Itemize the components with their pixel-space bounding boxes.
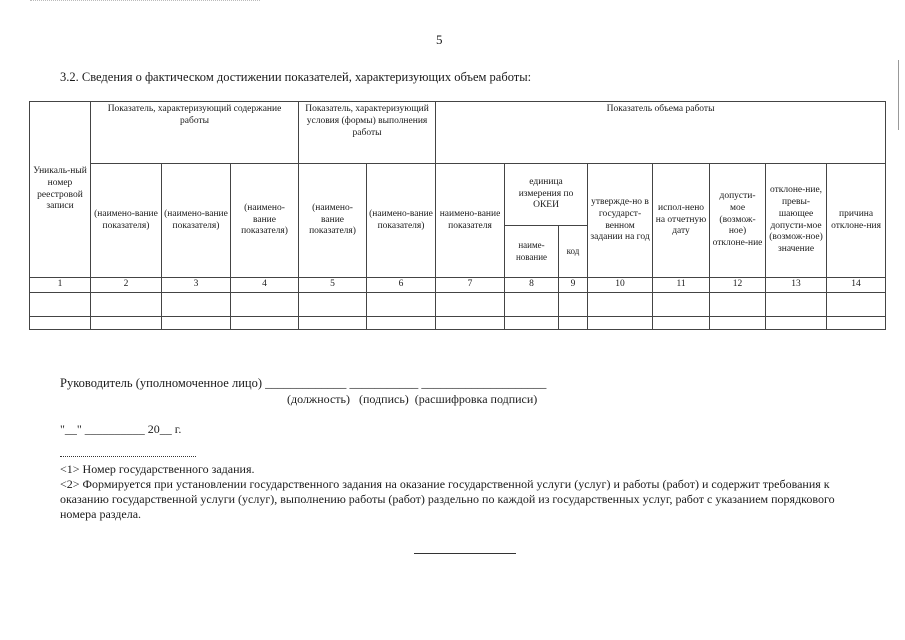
header-volume-indicator: Показатель объема работы: [436, 102, 886, 164]
column-number: 4: [231, 278, 299, 293]
header-col-5: (наимено-вание показателя): [299, 164, 367, 278]
performance-table: [29, 101, 886, 330]
header-col-2: (наимено-вание показателя): [91, 164, 162, 278]
top-edge-artifact: [30, 0, 260, 1]
header-okei: единица измерения по ОКЕИ: [505, 164, 588, 226]
footnote-1: <1> Номер государственного задания.: [60, 462, 255, 476]
header-okei-code: код: [559, 226, 588, 278]
column-number: 5: [299, 278, 367, 293]
date-line: "__" __________ 20__ г.: [60, 422, 182, 436]
header-col-13: отклоне-ние, превы-шающее допусти-мое (возмож-ное) значение: [766, 164, 827, 278]
header-col-10: утвержде-но в государст-венном задании на год: [588, 164, 653, 278]
column-number: 1: [30, 278, 91, 293]
header-okei-name: наиме-нование: [505, 226, 559, 278]
header-conditions-indicator: Показатель, характеризующий условия (формы) выполнения работы: [299, 102, 436, 164]
header-registry-number: Уникаль-ный номер реестровой записи: [30, 102, 91, 278]
column-number: 13: [766, 278, 827, 293]
page-number: 5: [436, 32, 443, 47]
column-number: 9: [559, 278, 588, 293]
column-number: 12: [710, 278, 766, 293]
header-col-3: (наимено-вание показателя): [162, 164, 231, 278]
right-edge-artifact: [898, 60, 899, 130]
header-col-14: причина отклоне-ния: [827, 164, 886, 278]
header-col-6: (наимено-вание показателя): [367, 164, 436, 278]
column-number: 11: [653, 278, 710, 293]
table-row: [30, 316, 886, 329]
header-col-7: наимено-вание показателя: [436, 164, 505, 278]
column-number: 8: [505, 278, 559, 293]
signature-line: Руководитель (уполномоченное лицо) _____________ ___________ ____________________: [60, 376, 547, 390]
column-number: 2: [91, 278, 162, 293]
header-col-11: испол-нено на отчетную дату: [653, 164, 710, 278]
footnote-2: <2> Формируется при установлении государственного задания на оказание государственной услуги (услуг) и работы (работ) и содержит требования к оказанию государственной услуги (услуг), выполнению работы (работ) раздельно по каждой из государственных услуг, работ с указанием порядкового номера раздела.: [60, 477, 835, 521]
column-number: 7: [436, 278, 505, 293]
footnote-separator: [60, 456, 196, 457]
header-content-indicator: Показатель, характеризующий содержание работы: [91, 102, 299, 164]
header-col-12: допусти-мое (возмож-ное) отклоне-ние: [710, 164, 766, 278]
section-title: 3.2. Сведения о фактическом достижении показателей, характеризующих объем работы:: [60, 70, 532, 84]
column-number: 14: [827, 278, 886, 293]
bottom-rule: [414, 553, 516, 554]
column-number: 10: [588, 278, 653, 293]
column-number: 6: [367, 278, 436, 293]
header-col-4: (наимено-вание показателя): [231, 164, 299, 278]
table-row: [30, 292, 886, 316]
column-number: 3: [162, 278, 231, 293]
signature-hint: (должность) (подпись) (расшифровка подписи): [287, 392, 538, 406]
